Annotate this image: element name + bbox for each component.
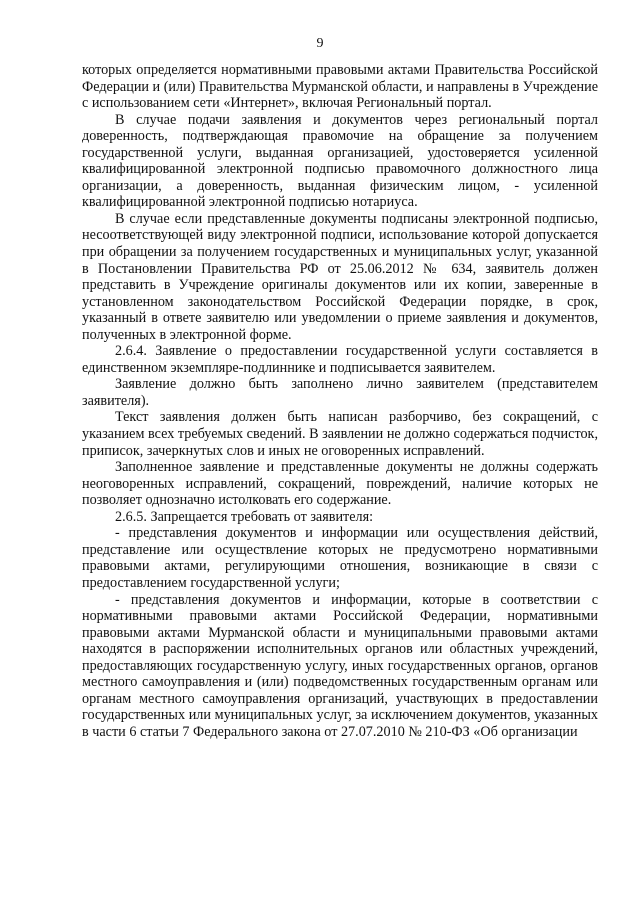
- page-number: 9: [316, 36, 324, 51]
- paragraph: Заполненное заявление и представленные документы не должны содержать неоговоренных исправлений, сокращений, повреждений, наличие которых не позволяет однозначно истолковать его содержание.: [82, 459, 598, 509]
- paragraph: - представления документов и информации или осуществления действий, представление или осуществление которых не предусмотрено нормативными правовыми актами, регулирующими отношения, возникающие в связи с предоставлением государственной услуги;: [82, 525, 598, 591]
- document-body: [82, 62, 598, 740]
- paragraph: Текст заявления должен быть написан разборчиво, без сокращений, с указанием всех требуемых сведений. В заявлении не должно содержаться подчисток, приписок, зачеркнутых слов и иных не оговоренных исправлений.: [82, 409, 598, 459]
- paragraph: которых определяется нормативными правовыми актами Правительства Российской Федерации и (или) Правительства Мурманской области, и направлены в Учреждение с использованием сети «Интернет», включая Региональный портал.: [82, 62, 599, 112]
- paragraph: В случае если представленные документы подписаны электронной подписью, несоответствующей виду электронной подписи, использование которой допускается при обращении за получением государственных и муниципальных услуг, указанной в Постановлении Правительства РФ от 25.06.2012 № 634, заявитель должен представить в Учреждение оригиналы документов или их копии, заверенные в установленном законодательством Российской Федерации порядке, в срок, указанный в ответе заявителю или уведомлении о приеме заявления и документов, полученных в электронной форме.: [82, 210, 598, 343]
- paragraph: 2.6.5. Запрещается требовать от заявителя:: [115, 508, 374, 525]
- paragraph: 2.6.4. Заявление о предоставлении государственной услуги составляется в единственном экземпляре-подлиннике и подписывается заявителем.: [82, 343, 598, 376]
- paragraph: Заявление должно быть заполнено лично заявителем (представителем заявителя).: [82, 376, 598, 409]
- paragraph: В случае подачи заявления и документов через региональный портал доверенность, подтверждающая правомочие на обращение за получением государственной услуги, выданная организацией, удостоверяется усиленной квалифицированной электронной подписью правомочного должностного лица организации, а доверенность, выданная физическим лицом, - усиленной квалифицированной электронной подписью нотариуса.: [82, 111, 598, 211]
- paragraph: - представления документов и информации, которые в соответствии с нормативными правовыми актами Российской Федерации, нормативными правовыми актами Мурманской области и муниципальными правовыми актами находятся в распоряжении исполнительных органов или областных учреждений, предоставляющих государственную услугу, иных государственных органов, органов местного самоуправления и (или) подведомственных государственным органам или органам местного самоуправления организаций, участвующих в предоставлении государственных или муниципальных услуг, за исключением документов, указанных в части 6 статьи 7 Федерального закона от 27.07.2010 № 210-ФЗ «Об организации: [82, 591, 598, 740]
